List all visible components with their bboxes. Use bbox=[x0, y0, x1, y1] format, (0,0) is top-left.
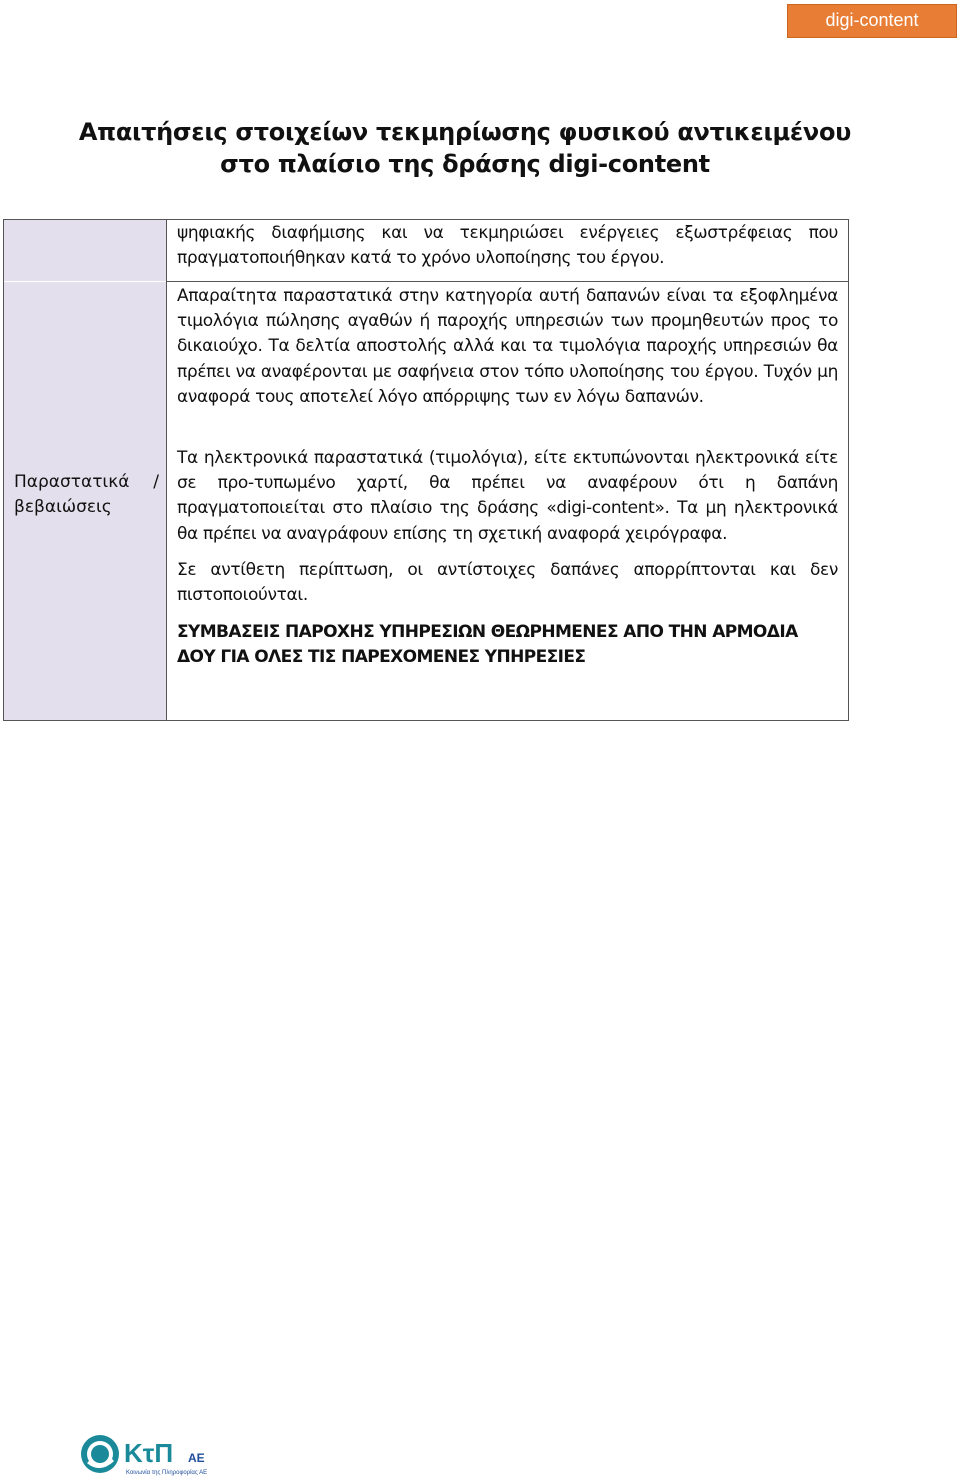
paragraph-required-documents: Απαραίτητα παραστατικά στην κατηγορία αυτή δαπανών είναι τα εξοφλημένα τιμολόγια πώλησης αγαθών ή παροχής υπηρεσιών των προμηθευτών προς το δικαιούχο. Τα δελτία αποστολής αλλά και τα τιμολόγια παροχής υπηρεσιών θα πρέπει να αναφέρονται με σαφήνεια στον τόπο υλοποίησης του έργου. Τυχόν μη αναφορά τους αποτελεί λόγο απόρριψης των εν λόγω δαπανών. bbox=[177, 286, 838, 407]
paragraph-electronic-invoices: Τα ηλεκτρονικά παραστατικά (τιμολόγια), είτε εκτυπώνονται ηλεκτρονικά είτε σε προ-τυπωμένο χαρτί, θα πρέπει να αναφέρουν ότι η δαπάνη πραγματοποιείται στο πλαίσιο της δράσης «digi-content». Τα μη ηλεκτρονικά θα πρέπει να αναγράφουν επίσης τη σχετική αναφορά χειρόγραφα. bbox=[177, 448, 838, 544]
ktp-logo bbox=[80, 1432, 220, 1478]
paragraph-service-contracts: ΣΥΜΒΑΣΕΙΣ ΠΑΡΟΧΗΣ ΥΠΗΡΕΣΙΩΝ ΘΕΩΡΗΜΕΝΕΣ ΑΠΟ ΤΗΝ ΑΡΜΟΔΙΑ ΔΟΥ ΓΙΑ ΟΛΕΣ ΤΙΣ ΠΑΡΕΧΟΜΕΝΕΣ ΥΠΗΡΕΣΙΕΣ bbox=[177, 622, 798, 668]
row-label bbox=[14, 470, 159, 520]
title-line-1: Απαιτήσεις στοιχείων τεκμηρίωσης φυσικού αντικειμένου bbox=[78, 118, 852, 146]
row-label-line-2: βεβαιώσεις bbox=[14, 497, 112, 517]
row-divider bbox=[167, 281, 848, 282]
row-label-word: Παραστατικά bbox=[14, 472, 130, 492]
logo-tagline: Κοινωνία της Πληροφορίας ΑΕ bbox=[126, 1470, 208, 1476]
ktp-logo-icon bbox=[80, 1432, 220, 1478]
content-cell bbox=[167, 220, 848, 720]
requirements-table bbox=[3, 219, 849, 721]
digi-content-badge: digi-content bbox=[787, 4, 957, 38]
title-line-2: στο πλαίσιο της δράσης digi-content bbox=[220, 150, 710, 178]
logo-suffix: ΑΕ bbox=[188, 1451, 205, 1465]
row-label-cell bbox=[4, 220, 167, 720]
document-title bbox=[0, 116, 930, 180]
label-cell-divider bbox=[4, 281, 166, 282]
logo-wordmark: ΚτΠ bbox=[124, 1438, 174, 1468]
paragraph-continuation: ψηφιακής διαφήμισης και να τεκμηριώσει ενέργειες εξωστρέφειας που πραγματοποιήθηκαν κατά το χρόνο υλοποίησης του έργου. bbox=[177, 223, 838, 269]
row-label-slash: / bbox=[153, 472, 159, 492]
paragraph-rejection: Σε αντίθετη περίπτωση, οι αντίστοιχες δαπάνες απορρίπτονται και δεν πιστοποιούνται. bbox=[177, 560, 838, 606]
